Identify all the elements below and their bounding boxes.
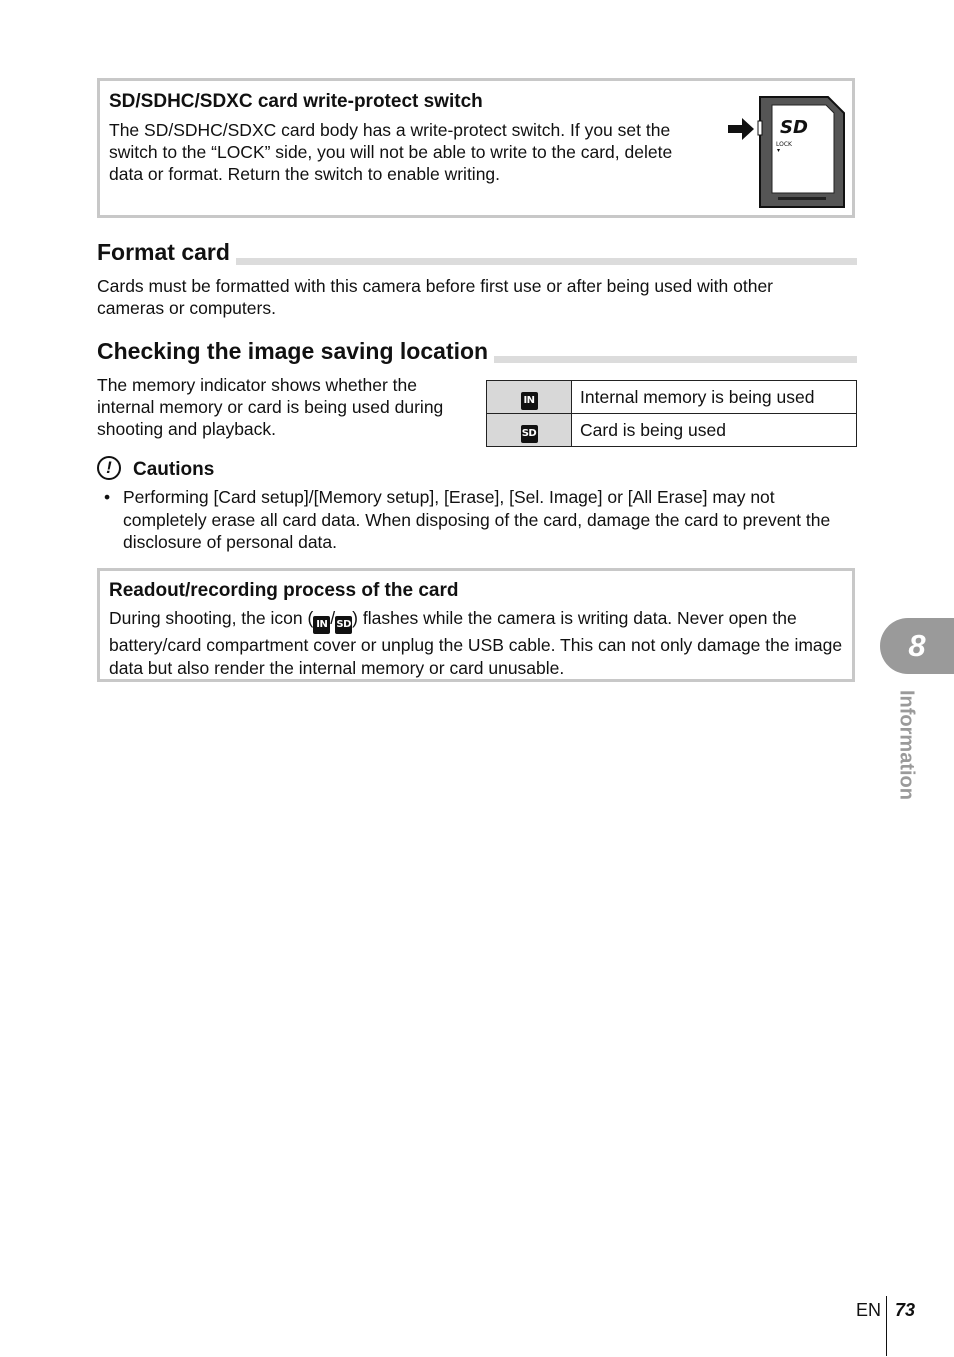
table-row: [487, 381, 857, 414]
chapter-label: Information: [895, 690, 918, 800]
table-cell-label: Internal memory is being used: [572, 381, 857, 414]
sd-card-icon: SD: [335, 616, 352, 634]
sd-logo: SD: [780, 117, 808, 138]
format-card-body: Cards must be formatted with this camera before first use or after being used with other cameras or computers.: [97, 276, 774, 318]
readout-title: Readout/recording process of the card: [109, 580, 459, 601]
chapter-number-tab: 8: [880, 618, 954, 674]
lock-label: LOCK: [776, 141, 792, 148]
saving-location-body: The memory indicator shows whether the internal memory or card is being used during shooting and playback.: [97, 375, 444, 439]
readout-box: [97, 568, 855, 682]
memory-indicator-table: [486, 380, 857, 447]
caution-item: Performing [Card setup]/[Memory setup], [Erase], [Sel. Image] or [All Erase] may not completely erase all card data. When disposing of the card, damage the card to prevent the disclosure of personal data.: [123, 487, 831, 552]
saving-location-title: Checking the image saving location: [97, 338, 494, 365]
table-cell-label: Card is being used: [572, 414, 857, 447]
footer-divider: [886, 1296, 887, 1356]
cautions-title: Cautions: [133, 459, 215, 480]
bullet-icon: •: [104, 487, 111, 507]
internal-memory-icon: IN: [313, 616, 330, 634]
write-protect-body: The SD/SDHC/SDXC card body has a write-protect switch. If you set the switch to the “LOCK” side, you will not be able to write to the card, delete data or format. Return the switch to enable writing.: [109, 120, 673, 184]
format-card-title: Format card: [97, 239, 236, 266]
sd-card-illustration: [722, 93, 852, 211]
arrow-right-icon: [728, 118, 754, 140]
readout-body: During shooting, the icon ( IN /SD) flashes while the camera is writing data. Never open the battery/card compartment cover or unplug the USB cable. This can not only damage the image data but also render the internal memory or card unusable.: [109, 608, 843, 678]
write-protect-title: SD/SDHC/SDXC card write-protect switch: [109, 91, 483, 112]
page-number: 73: [895, 1300, 916, 1320]
table-row: [487, 414, 857, 447]
write-protect-box: [97, 78, 855, 218]
sd-card-icon: SD: [521, 425, 538, 443]
caution-icon: !: [97, 456, 121, 480]
footer-language: EN: [856, 1300, 882, 1320]
internal-memory-icon: IN: [521, 392, 538, 410]
